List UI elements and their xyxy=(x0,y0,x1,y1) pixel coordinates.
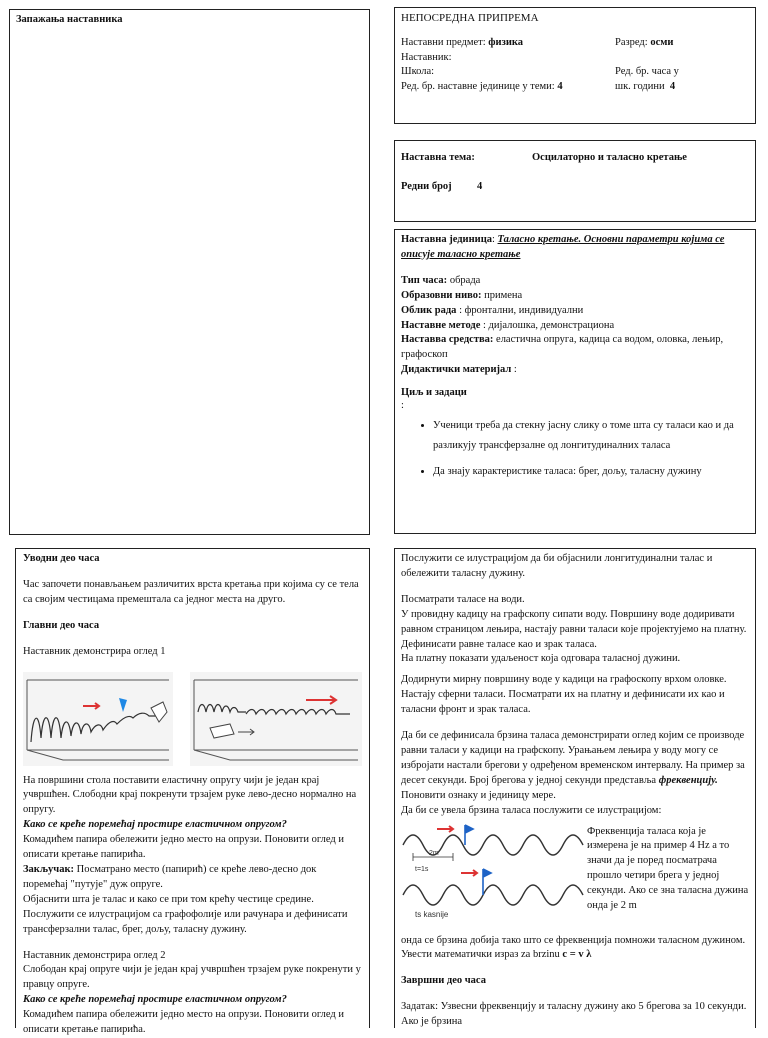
lesson-right-box xyxy=(394,548,756,1028)
longitudinal-text: Послужити се илустрацијом да би објаснили лонгитудинални талас и обележити таласну дужину. xyxy=(401,553,713,579)
unit-field-label: Наставва средства: xyxy=(401,334,494,346)
exp1-desc: На површини стола поставити еластичну опругу чији је један крај учвршћен. Слободни крај покренути трзајем руке лево-десно нормално на опругу. xyxy=(23,774,357,816)
arrow-2 xyxy=(306,696,336,704)
spring-coil-2 xyxy=(198,704,246,712)
unit-field xyxy=(401,333,749,363)
wave-curve-bottom xyxy=(403,885,583,905)
arrow-3 xyxy=(238,729,254,735)
unit-field-label: Дидактички материјал xyxy=(401,364,512,376)
topic-label: Наставна тема: xyxy=(401,152,475,163)
exp2-paper: Комадићем папира обележити једно место на опрузи. Поновити оглед и описати кретање папирића. xyxy=(23,1009,345,1036)
topic-box xyxy=(394,140,756,222)
yearly-value: 4 xyxy=(669,81,676,93)
goals-colon: : xyxy=(401,400,404,412)
prep-title: НЕПОСРЕДНА ПРИПРЕМА xyxy=(401,12,539,24)
frequency-intro: Да би се дефинисала брзина таласа демонстрирати оглед којим се производе равни таласи у кадици на графскопу. Урањањем лењира у воду могу се избројати настали брегови у одређеном временском интервалу. На пример за десет секунди. Број брегова у једној секунди представља xyxy=(401,730,745,786)
water-waves-line: Посматрати таласе на води. xyxy=(401,593,525,605)
intro-title: Уводни део часа xyxy=(23,553,100,564)
unit-field xyxy=(401,274,749,289)
unit-field-value: : xyxy=(513,364,517,376)
later-label: ts kasnije xyxy=(415,909,449,919)
exp2-desc: Слободан крај опруге чији је један крај учвршћен трзајем руке покренути у правцу опруге. xyxy=(23,964,361,991)
water-waves-line: Дефинисати равне таласе као и зрак таласа. xyxy=(401,638,597,650)
school-label: Школа: xyxy=(401,66,435,78)
spring-coil-1 xyxy=(31,713,163,742)
formula-intro: Увести математички израз za brzinu xyxy=(401,949,563,961)
unit-field xyxy=(401,319,749,334)
unit-field-label: Тип часа: xyxy=(401,274,448,286)
question-2: Како се креће поремећај простире еластичном опругом? xyxy=(23,994,287,1006)
unit-field-label: Наставне методе xyxy=(401,319,481,331)
spherical-waves-text: Додирнути мирну површину воде у кадици на графоскопу врхом оловке. Настају сферни таласи. Посматрати их на платну и дефинисати их као и таласни фронт и зрак таласа. xyxy=(401,674,727,716)
unit-num-value: 4 xyxy=(557,81,563,93)
time-label: t=1s xyxy=(415,865,429,873)
wave-speed-figure xyxy=(401,823,581,923)
unit-label: Наставна јединица xyxy=(401,234,492,245)
crest-arrow-top xyxy=(437,826,453,832)
final-task: Задатак: Узвесни фреквенцију и таласну дужину ако 5 брегова за 10 секунди. Ако је брзина xyxy=(401,1001,747,1028)
conclusion-text: Посматрано место (папирић) се креће лево-десно док поремећај "путује" дуж опруге. xyxy=(23,863,317,890)
unit-num-label: Ред. бр. наставне јединице у теми: xyxy=(401,81,555,93)
grade-label: Разред: xyxy=(615,36,648,48)
flag-bottom xyxy=(483,869,491,895)
unit-field-value: : фронтални, индивидуални xyxy=(459,304,584,316)
illustration-note: Послужити се илустрацијом са графофолије или рачунара и дефинисати трансферзални талас, брег, дољу, таласну дужину. xyxy=(23,908,348,935)
exp1-label: Наставник демонстрира оглед 1 xyxy=(23,645,166,657)
water-waves-text xyxy=(401,593,749,668)
goals-title: Циљ и задаци xyxy=(401,387,467,399)
hand-1 xyxy=(151,702,167,722)
goals-list xyxy=(401,416,749,482)
subject-value: физика xyxy=(488,36,524,48)
yearly-label-2: шк. години xyxy=(615,81,665,93)
unit-field-value: еластична опруга, кадица са водом, оловка, лењир, графоскоп xyxy=(401,334,724,361)
yearly-label-1: Ред. бр. часа у xyxy=(615,66,679,78)
flag-top xyxy=(465,825,473,845)
speed-intro: Да би се увела брзина таласа послужити се илустрацијом: xyxy=(401,804,662,816)
spring-illustrations xyxy=(23,672,362,766)
unit-box: Наставна јединица: Таласно кретање. Основни параметри којима се описује таласно кретање Тип часа: обрада Образовни ниво: примена Облик рада : фронтални, индивидуални Наставне методе : дијалошка, демонстрациона Наставва средства: еластична опруга, кадица са водом, оловка, лењир, графоскоп Дидактички материјал : Циљ и задаци : • Ученици треба да стекну јасну слику о томе шта су таласи као и да разликују трансферзалне од лонгитудиналних таласа • Да знају карактеристике таласа: брег, дољу, таласну дужину xyxy=(394,229,756,534)
unit-field-value: : дијалошка, демонстрациона xyxy=(483,319,615,331)
unit-field xyxy=(401,289,749,304)
grade-value: осми xyxy=(650,36,674,48)
exp2-label: Наставник демонстрира оглед 2 xyxy=(23,949,166,961)
crest-arrow-bottom xyxy=(461,870,477,876)
wavelength-label: 2m xyxy=(429,849,439,857)
goal-item: • Ученици треба да стекну јасну слику о томе шта су таласи као и да разликују трансферзалне од лонгитудиналних таласа xyxy=(433,416,749,456)
topic-value: Осцилаторно и таласно кретање xyxy=(532,152,687,163)
topic-num-label: Редни број xyxy=(401,180,452,192)
exp1-paper: Комадићем папира обележити једно место на опрузи. Поновити оглед и описати кретање папирића. xyxy=(23,834,345,861)
teacher-notes-box xyxy=(9,9,370,535)
main-title: Главни део часа xyxy=(23,619,100,631)
final-title: Завршни део часа xyxy=(401,975,486,987)
paper-marker-1 xyxy=(119,698,127,712)
formula: c = v λ xyxy=(562,949,592,961)
teacher-notes-title: Запажања наставника xyxy=(16,14,123,25)
unit-field-label: Образовни ниво: xyxy=(401,289,482,301)
spring-figure-2 xyxy=(190,672,362,766)
unit-field xyxy=(401,363,749,378)
water-waves-line: У провидну кадицу на графскопу сипати воду. Површину воде додиривати равном страницом лењира, настају равни таласи које пројектујемо на платну. xyxy=(401,608,747,635)
unit-field xyxy=(401,304,749,319)
hand-2 xyxy=(210,724,234,738)
subject-label: Наставни предмет: xyxy=(401,36,486,48)
wave-speed-figure-area xyxy=(401,823,749,923)
spring-figure-1 xyxy=(23,672,173,766)
arrow-1 xyxy=(83,703,99,709)
unit-field-value: примена xyxy=(484,289,523,301)
question-1: Како се креће поремећај простире еластичном опругом? xyxy=(23,819,287,831)
prep-box xyxy=(394,7,756,124)
unit-fields xyxy=(401,274,749,378)
teacher-label: Наставник: xyxy=(401,51,452,63)
explain-wave: Објаснити шта је талас и како се при том крећу честице средине. xyxy=(23,893,314,905)
frequency-example: Фреквенција таласа која је измерена је на пример 4 Hz а то значи да је поред посматрача прошло четири брега у једној секунди. Ако се зна таласна дужина онда је 2 m xyxy=(587,825,749,912)
unit-field-value: обрада xyxy=(449,274,481,286)
unit-value: Таласно кретање. Основни параметри којима се описује таласно кретање xyxy=(401,234,725,260)
spring-coil-3 xyxy=(246,709,350,714)
unit-field-label: Облик рада xyxy=(401,304,457,316)
frequency-term: фреквенцију. xyxy=(658,774,718,786)
speed-formula-text: онда се брзина добија тако што се фреквенција помножи таласном дужином. xyxy=(401,934,746,946)
frequency-unit-note: Поновити ознаку и јединицу мере. xyxy=(401,789,556,801)
goal-item: • Да знају карактеристике таласа: брег, дољу, таласну дужину xyxy=(433,462,749,482)
topic-num-value: 4 xyxy=(477,180,483,192)
water-waves-line: На платну показати удаљеност која одговара таласној дужини. xyxy=(401,653,681,665)
lesson-left-box xyxy=(15,548,370,1036)
conclusion-label: Закључак: xyxy=(23,863,74,875)
intro-text: Час започети понављањем различитих врста кретања при којима су се тела са својим честицама премештала са једног места на друго. xyxy=(23,578,359,605)
